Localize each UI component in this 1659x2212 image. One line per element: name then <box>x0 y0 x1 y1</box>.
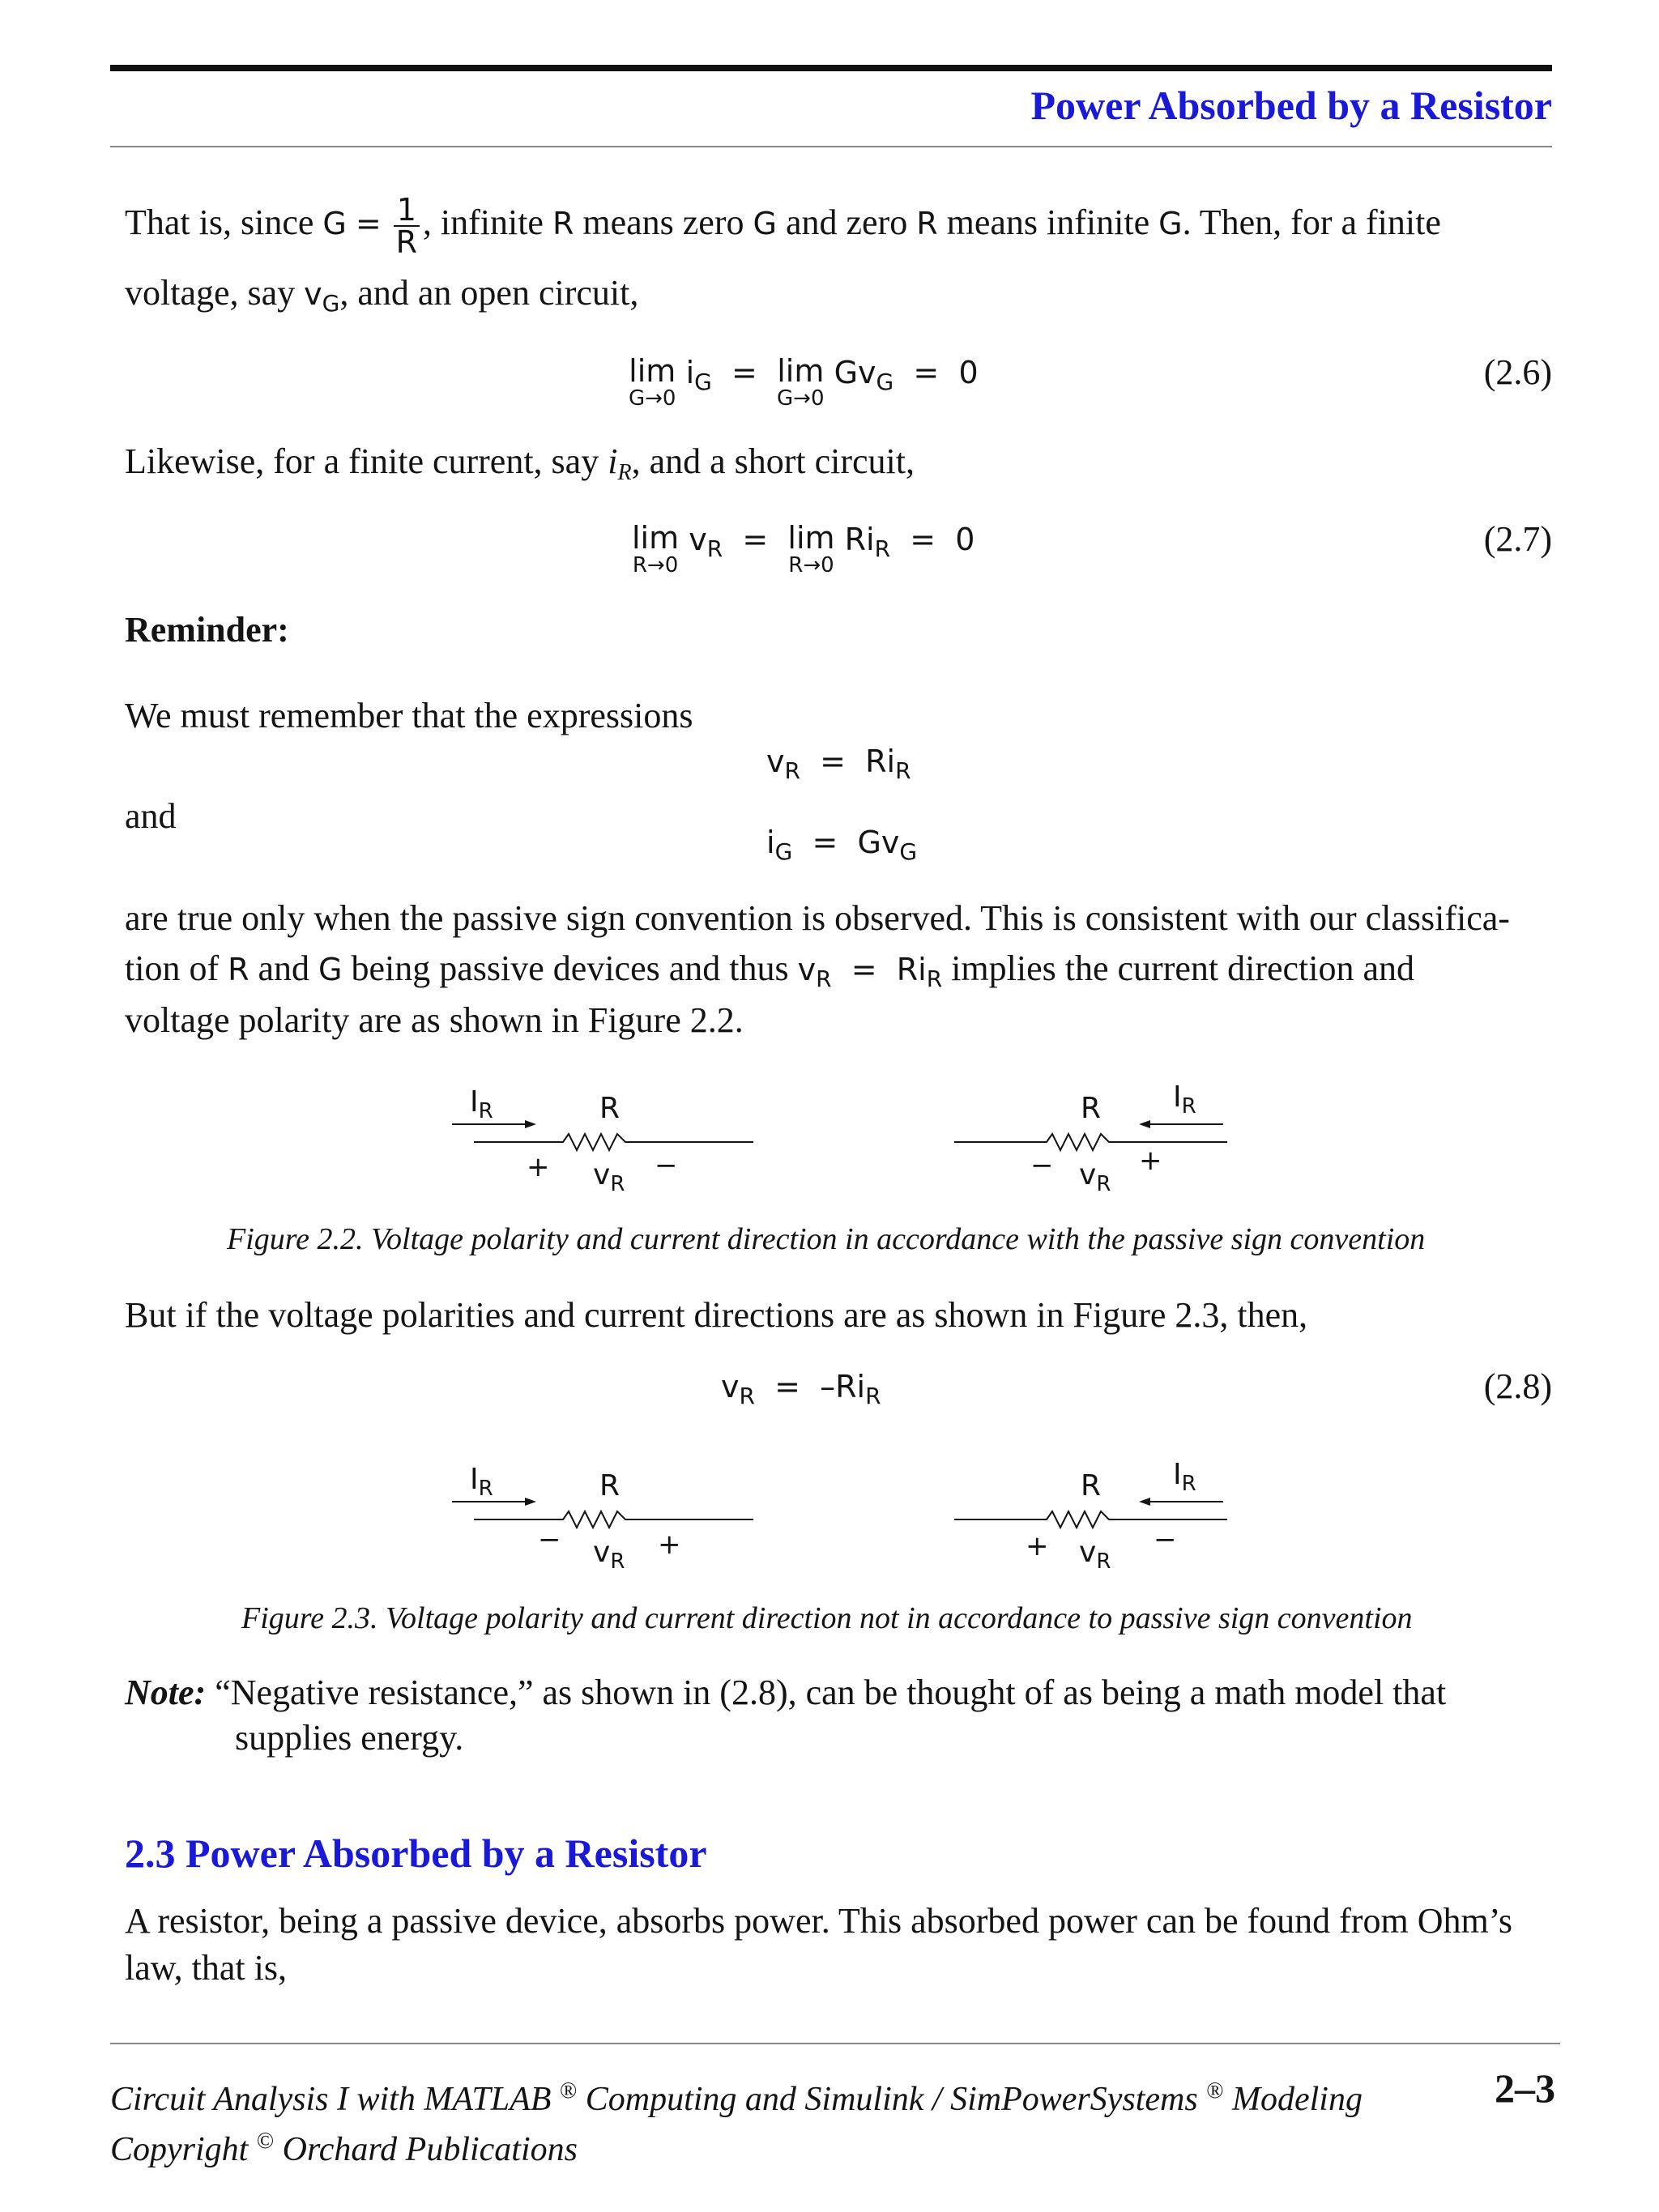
figure-2-2 <box>437 1069 1247 1207</box>
para3-line3: voltage polarity are as shown in Figure 2.2. <box>125 1000 744 1040</box>
arrowhead <box>525 1498 536 1506</box>
equation-2-6 <box>629 355 979 410</box>
frac-num: 1 <box>394 194 420 227</box>
and-word: and <box>125 796 177 836</box>
text: Copyright <box>110 2131 249 2168</box>
inline-eq <box>797 952 943 992</box>
equals: = <box>913 355 940 390</box>
equation-iG-GvG <box>766 825 917 865</box>
text: and <box>258 948 310 988</box>
note-line2: supplies energy. <box>235 1718 464 1758</box>
footer-copyright <box>110 2116 578 2176</box>
resistor-symbol <box>954 1511 1227 1528</box>
fig22-left-circuit <box>452 1085 753 1196</box>
text: tion of <box>125 948 220 988</box>
plus-sign: + <box>1139 1144 1162 1177</box>
lim-under: G→0 <box>777 386 825 411</box>
equals: = <box>774 1369 800 1404</box>
lim: lim <box>777 353 825 389</box>
section-line2: law, that is, <box>125 1948 287 1988</box>
equation-vR-RiR <box>766 744 911 784</box>
lim: lim <box>787 520 835 556</box>
note-line1 <box>125 1667 1552 1719</box>
text: Circuit Analysis I with MATLAB <box>110 2081 552 2118</box>
sub: R <box>617 460 632 485</box>
lim-under: R→0 <box>788 553 834 578</box>
fig23-right-circuit <box>954 1458 1227 1574</box>
lim: lim <box>632 520 680 556</box>
sub: G <box>694 369 712 395</box>
sub: R <box>706 535 723 562</box>
current-label: $I_R$ <box>470 1085 493 1123</box>
resistor-label: R <box>599 1469 621 1502</box>
text: That is, since <box>125 202 314 243</box>
figure-2-2-caption: Figure 2.2. Voltage polarity and current direction in accordance with the passive sign convention <box>227 1222 1426 1256</box>
zero: 0 <box>958 355 979 390</box>
voltage-label: $v_R$ <box>1079 1536 1111 1574</box>
note-label: Note: <box>125 1673 207 1712</box>
sub: R <box>874 535 891 562</box>
text: . Then, for a finite <box>1182 202 1441 243</box>
resistor-symbol <box>474 1134 753 1150</box>
registered-mark: ® <box>1206 2078 1224 2103</box>
zero: 0 <box>955 522 975 557</box>
limit <box>777 355 824 410</box>
neg-Ri: –Ri <box>820 1369 866 1404</box>
lim-under: G→0 <box>629 386 676 411</box>
resistor-label: R <box>599 1092 621 1125</box>
sub: G <box>899 838 918 865</box>
equation-2-8 <box>721 1369 881 1409</box>
text: , and a short circuit, <box>631 441 915 481</box>
voltage-label: $v_R$ <box>593 1158 625 1196</box>
lim-under: R→0 <box>632 553 679 578</box>
text: means zero <box>582 202 744 243</box>
v: v <box>689 522 707 557</box>
v: v <box>304 276 322 312</box>
text: implies the current direction and <box>951 948 1415 988</box>
var-R: R <box>228 952 249 987</box>
fraction-one-over-R <box>394 194 420 258</box>
lim: lim <box>629 353 676 389</box>
fig22-right-circuit <box>954 1080 1227 1196</box>
plus-sign: + <box>658 1528 681 1561</box>
running-title: Power Absorbed by a Resistor <box>1030 83 1552 128</box>
resistor-symbol <box>954 1134 1227 1150</box>
arrowhead <box>1139 1498 1150 1506</box>
para1-line1 <box>125 194 1552 258</box>
limit <box>632 522 679 577</box>
v: v <box>797 952 817 987</box>
minus-sign: − <box>1154 1524 1177 1556</box>
v: v <box>766 744 785 779</box>
minus-sign: − <box>538 1524 561 1556</box>
text: voltage, say <box>125 273 296 313</box>
sub: G <box>774 838 793 865</box>
reminder-text: We must remember that the expressions <box>125 696 693 735</box>
resistor-label: R <box>1081 1092 1102 1125</box>
section-line1: A resistor, being a passive device, absorbs power. This absorbed power can be found from Ohm’s <box>125 1901 1513 1941</box>
para2 <box>125 436 915 499</box>
Ri: Ri <box>865 744 896 779</box>
equation-number-2-8: (2.8) <box>1483 1366 1552 1406</box>
sub: G <box>322 290 340 317</box>
Ri: Ri <box>844 522 875 557</box>
text: Likewise, for a finite current, say <box>125 441 599 481</box>
header-underline <box>110 146 1552 147</box>
text: and zero <box>785 202 908 243</box>
current-label: $I_R$ <box>1173 1080 1196 1119</box>
current-label: $I_R$ <box>1173 1458 1196 1496</box>
current-label: $I_R$ <box>470 1463 493 1501</box>
footer-rule <box>110 2043 1560 2044</box>
figure-2-3 <box>437 1447 1247 1584</box>
minus-sign: − <box>655 1149 678 1182</box>
text: Computing and Simulink / SimPowerSystems <box>585 2081 1198 2118</box>
figure-2-3-caption: Figure 2.3. Voltage polarity and current direction not in accordance to passive sign convention <box>241 1601 1413 1635</box>
para4: But if the voltage polarities and current directions are as shown in Figure 2.3, then, <box>125 1295 1308 1335</box>
sub: G <box>876 369 894 395</box>
fig23-left-circuit <box>452 1463 753 1574</box>
sub: R <box>739 1383 755 1409</box>
text: “Negative resistance,” as shown in (2.8), can be thought of as being a math model that <box>215 1673 1447 1712</box>
text: Orchard Publications <box>282 2131 578 2168</box>
equals: = <box>812 825 838 860</box>
limit <box>629 355 676 410</box>
registered-mark: ® <box>559 2078 578 2103</box>
equals: = <box>731 355 757 390</box>
var-G: G <box>318 952 343 987</box>
text: being passive devices and thus <box>351 948 789 988</box>
var-R: R <box>916 206 938 242</box>
para1-line2 <box>125 267 638 330</box>
var-G: G <box>753 206 777 242</box>
sub: R <box>784 757 800 784</box>
sub: R <box>865 1383 881 1409</box>
plus-sign: + <box>1026 1530 1049 1562</box>
sub: R <box>816 965 832 992</box>
var-G: G <box>1158 206 1183 242</box>
equals: = <box>820 744 846 779</box>
v: v <box>721 1369 740 1404</box>
section-heading: 2.3 Power Absorbed by a Resistor <box>125 1831 707 1876</box>
i: i <box>685 355 695 390</box>
i: i <box>766 825 775 860</box>
equation-number-2-7: (2.7) <box>1483 519 1552 559</box>
equation-2-7 <box>632 522 975 577</box>
arrowhead <box>1139 1120 1150 1128</box>
reminder-heading: Reminder: <box>125 610 289 650</box>
text: Modeling <box>1232 2081 1363 2118</box>
Ri: Ri <box>896 952 927 987</box>
equals: = <box>355 206 382 242</box>
var-vG <box>304 276 340 317</box>
Gv: Gv <box>834 355 876 390</box>
equals: = <box>742 522 769 557</box>
limit <box>787 522 834 577</box>
i: i <box>608 441 618 481</box>
text: , infinite <box>422 202 544 243</box>
resistor-symbol <box>474 1511 753 1528</box>
copyright-mark: © <box>256 2129 275 2154</box>
equals: = <box>910 522 936 557</box>
equals: = <box>851 952 877 987</box>
sub: R <box>895 757 911 784</box>
text: means infinite <box>946 202 1150 243</box>
voltage-label: $v_R$ <box>593 1536 625 1574</box>
resistor-label: R <box>1081 1469 1102 1502</box>
text: , and an open circuit, <box>339 273 639 313</box>
para3-line1: are true only when the passive sign convention is observed. This is consistent with our classifica- <box>125 898 1510 938</box>
minus-sign: − <box>1030 1149 1054 1182</box>
var-G: G <box>322 206 347 242</box>
sub: R <box>926 965 943 992</box>
plus-sign: + <box>527 1151 550 1183</box>
equation-number-2-6: (2.6) <box>1483 352 1552 392</box>
arrowhead <box>525 1120 536 1128</box>
Gv: Gv <box>857 825 900 860</box>
frac-den: R <box>395 224 417 260</box>
page-number: 2–3 <box>1495 2065 1555 2111</box>
header-rule <box>110 65 1552 71</box>
voltage-label: $v_R$ <box>1079 1158 1111 1196</box>
var-R: R <box>552 206 574 242</box>
